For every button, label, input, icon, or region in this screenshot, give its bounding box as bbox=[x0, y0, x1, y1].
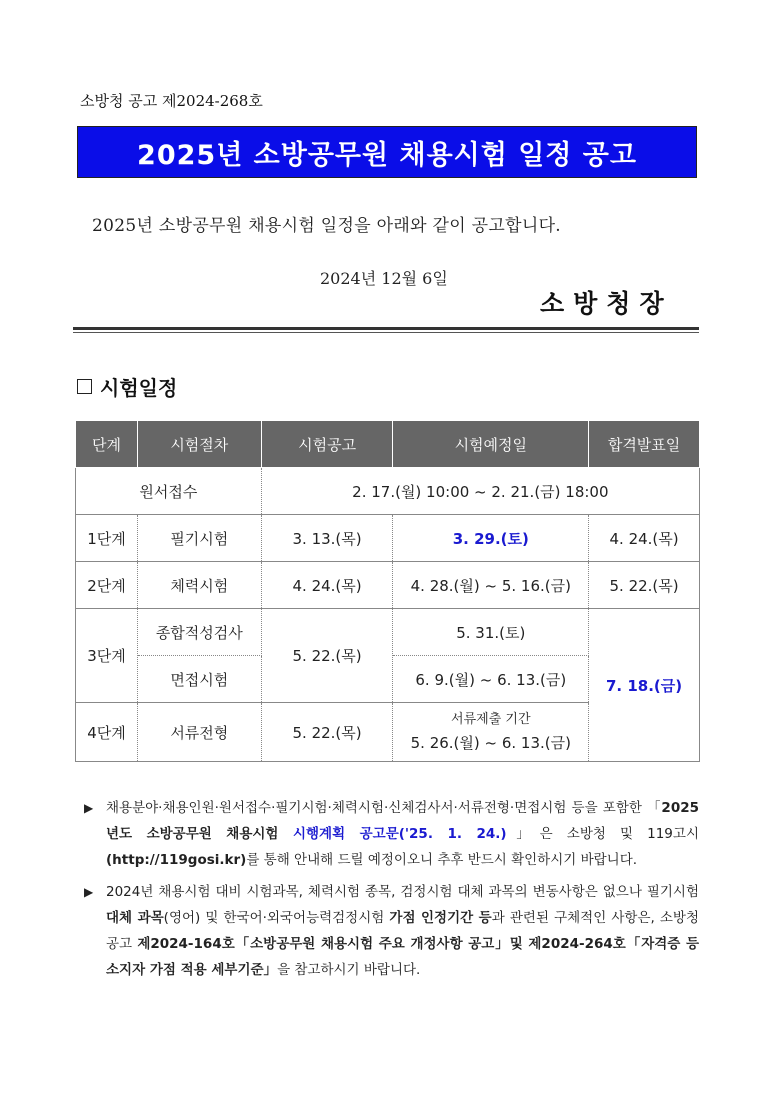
stage1-procedure: 필기시험 bbox=[137, 515, 261, 562]
schedule-table bbox=[75, 420, 700, 762]
stage3-exam-aptitude: 5. 31.(토) bbox=[393, 609, 589, 656]
note2-text-b: (영어) 및 한국어·외국어능력검정시험 bbox=[163, 910, 390, 926]
stage4-exam-cell bbox=[393, 703, 589, 762]
header-procedure: 시험절차 bbox=[137, 421, 261, 468]
section-heading bbox=[77, 372, 177, 401]
note2-text-d: 을 참고하시기 바랍니다. bbox=[277, 962, 421, 978]
header-result-date: 합격발표일 bbox=[589, 421, 700, 468]
note1-url: (http://119gosi.kr) bbox=[106, 852, 247, 868]
table-row-stage1 bbox=[76, 515, 700, 562]
stage3-exam-interview: 6. 9.(월) ~ 6. 13.(금) bbox=[393, 656, 589, 703]
note1-text-b: 」은 소방청 및 119고시 bbox=[506, 826, 699, 842]
note2-bold-b: 가점 인정기간 등 bbox=[389, 910, 492, 926]
header-stage: 단계 bbox=[76, 421, 138, 468]
notice-date: 2024년 12월 6일 bbox=[320, 269, 448, 288]
stage3-stage: 3단계 bbox=[76, 609, 138, 703]
table-row-application bbox=[76, 468, 700, 515]
stage2-exam: 4. 28.(월) ~ 5. 16.(금) bbox=[393, 562, 589, 609]
stage3-procedure-aptitude: 종합적성검사 bbox=[137, 609, 261, 656]
triangle-bullet-icon: ▶ bbox=[84, 801, 94, 815]
header-exam-date: 시험예정일 bbox=[393, 421, 589, 468]
notes bbox=[84, 795, 699, 989]
stage3-procedure-interview: 면접시험 bbox=[137, 656, 261, 703]
stage3-4-result: 7. 18.(금) bbox=[589, 609, 700, 762]
header-notice: 시험공고 bbox=[261, 421, 393, 468]
stage2-stage: 2단계 bbox=[76, 562, 138, 609]
intro-text: 2025년 소방공무원 채용시험 일정을 아래와 같이 공고합니다. bbox=[92, 216, 561, 236]
note2-bold-a: 대체 과목 bbox=[106, 910, 164, 926]
stage4-exam-label: 서류제출 기간 bbox=[451, 712, 531, 727]
stage1-result: 4. 24.(목) bbox=[589, 515, 700, 562]
application-label: 원서접수 bbox=[76, 468, 262, 515]
stage1-notice: 3. 13.(목) bbox=[261, 515, 393, 562]
table-row-stage2 bbox=[76, 562, 700, 609]
note2-text-c: 과 관련된 구체적인 사항은, 소방청 공고 bbox=[106, 910, 699, 952]
note1-text-c: 를 통해 안내해 드릴 예정이오니 추후 반드시 확인하시기 바랍니다. bbox=[246, 852, 638, 868]
note2-text-a: 2024년 채용시험 대비 시험과목, 체력시험 종목, 검정시험 대체 과목의 변동사항은 없으나 필기시험 bbox=[106, 884, 699, 900]
section-title: 시험일정 bbox=[100, 376, 178, 400]
stage1-exam: 3. 29.(토) bbox=[393, 515, 589, 562]
stage2-result: 5. 22.(목) bbox=[589, 562, 700, 609]
divider-thin bbox=[73, 332, 699, 333]
note-1 bbox=[84, 795, 699, 873]
square-bullet-icon bbox=[77, 379, 92, 394]
stage4-exam: 5. 26.(월) ~ 6. 13.(금) bbox=[410, 734, 571, 752]
stage1-stage: 1단계 bbox=[76, 515, 138, 562]
divider-thick bbox=[73, 327, 699, 330]
stage4-stage: 4단계 bbox=[76, 703, 138, 762]
note-2 bbox=[84, 879, 699, 983]
application-period: 2. 17.(월) 10:00 ~ 2. 21.(금) 18:00 bbox=[261, 468, 699, 515]
note1-plan-notice: 시행계획 공고문('25. 1. 24.) bbox=[292, 826, 507, 842]
stage4-notice: 5. 22.(목) bbox=[261, 703, 393, 762]
table-header-row bbox=[76, 421, 700, 468]
signer: 소방청장 bbox=[540, 289, 673, 318]
title-banner bbox=[77, 126, 697, 178]
document-title: 2025년 소방공무원 채용시험 일정 공고 bbox=[137, 139, 637, 171]
triangle-bullet-icon: ▶ bbox=[84, 885, 94, 899]
note2-bold-c: 제2024-164호「소방공무원 채용시험 주요 개정사항 공고」및 제2024-264호「자격증 등 소지자 가점 적용 세부기준」 bbox=[106, 936, 699, 978]
stage4-procedure: 서류전형 bbox=[137, 703, 261, 762]
stage2-procedure: 체력시험 bbox=[137, 562, 261, 609]
table-row-stage3a bbox=[76, 609, 700, 656]
notice-number: 소방청 공고 제2024-268호 bbox=[80, 92, 263, 110]
stage2-notice: 4. 24.(목) bbox=[261, 562, 393, 609]
note1-bold-a: 2025년도 소방공무원 채용시험 bbox=[106, 800, 699, 842]
stage3-notice: 5. 22.(목) bbox=[261, 609, 393, 703]
note1-text-a: 채용분야·채용인원·원서접수·필기시험·체력시험·신체검사서·서류전형·면접시험 등을 포함한 「 bbox=[106, 800, 662, 816]
